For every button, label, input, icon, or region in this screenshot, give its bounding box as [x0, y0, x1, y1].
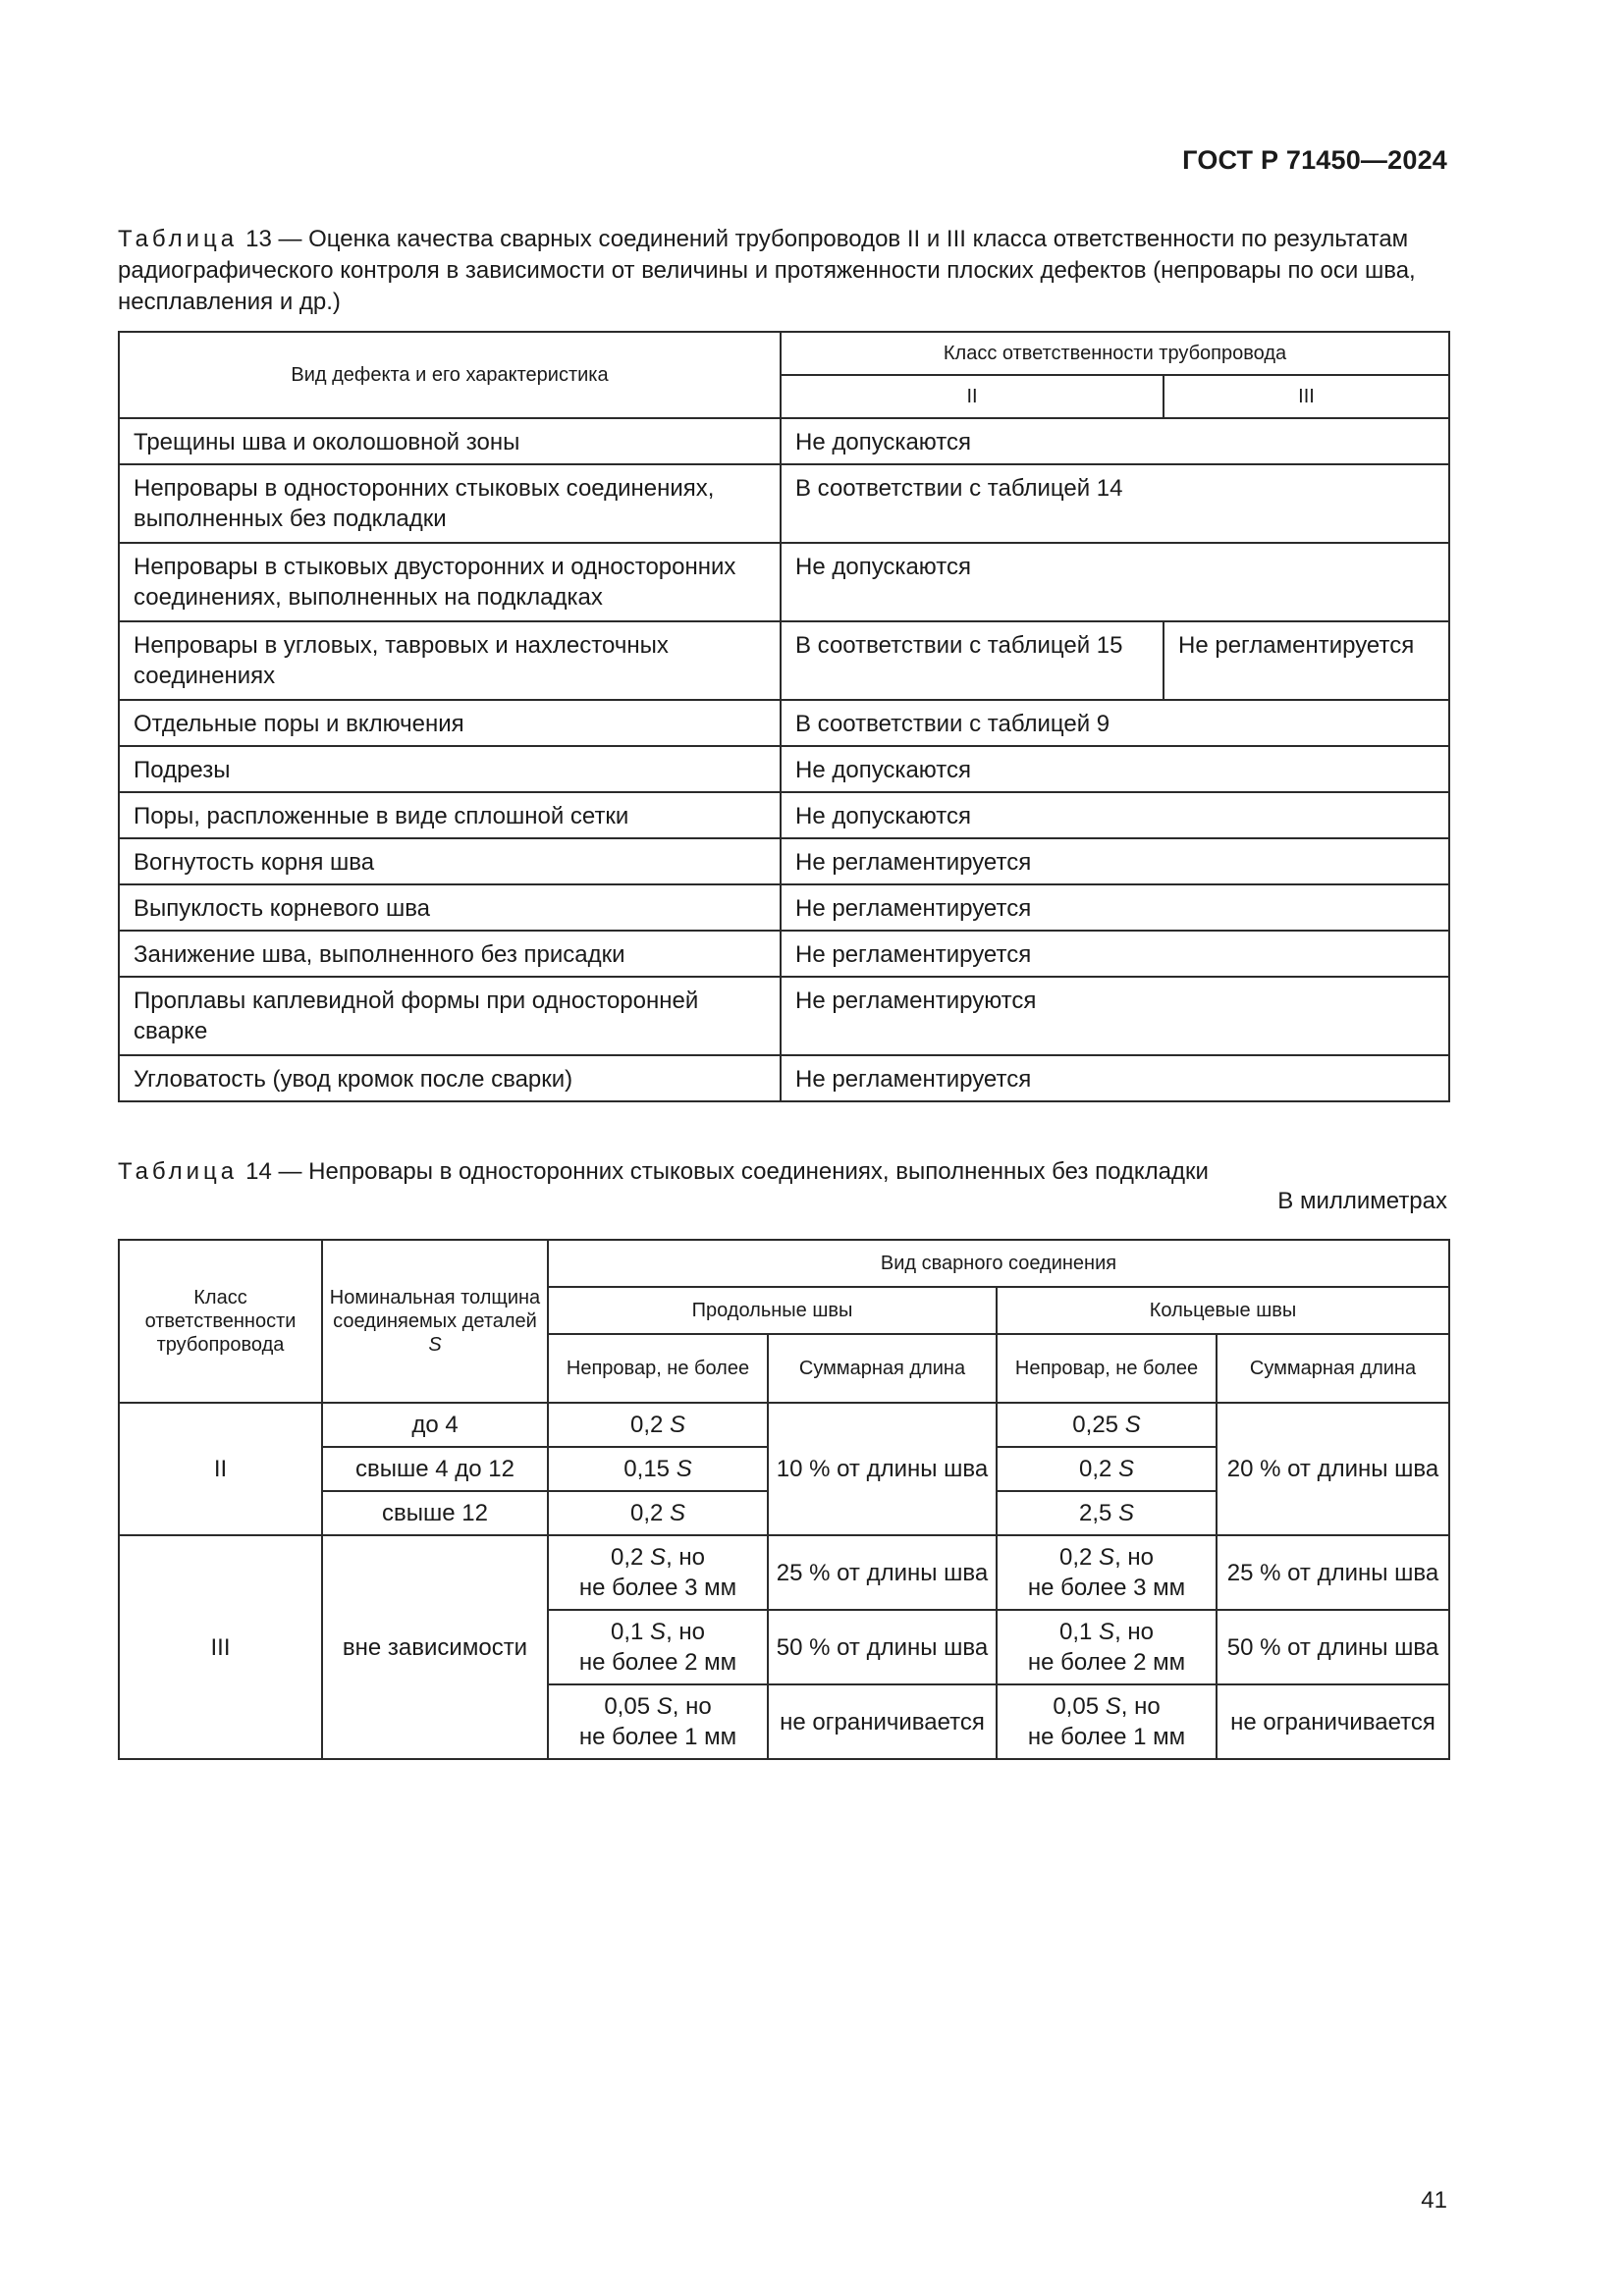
circ-lack-cell: 0,2 S, но не более 3 мм — [997, 1535, 1217, 1610]
table14 — [118, 1239, 1450, 1760]
table-row — [119, 621, 1449, 700]
lack-value: 0,2 — [629, 1500, 664, 1526]
table-row — [119, 931, 1449, 977]
table-row — [119, 746, 1449, 792]
value-cell: Не допускаются — [781, 792, 1449, 838]
table14-header-long-lack: Непровар, не более — [548, 1334, 768, 1403]
table-row — [119, 838, 1449, 884]
lack-limit: не более 2 мм — [1027, 1649, 1186, 1676]
long-total-cell: не ограничивается — [768, 1684, 997, 1759]
lack-limit: не более 2 мм — [578, 1649, 737, 1676]
lack-symbol: S — [1099, 1544, 1115, 1571]
class-cell: III — [119, 1535, 322, 1759]
value-cell: В соответствии с таблицей 14 — [781, 464, 1449, 543]
table14-header-longitudinal: Продольные швы — [548, 1287, 997, 1334]
circ-total-cell: 20 % от длины шва — [1217, 1403, 1449, 1535]
long-total-cell: 50 % от длины шва — [768, 1610, 997, 1684]
value-cell: В соответствии с таблицей 9 — [781, 700, 1449, 746]
value-cell: Не регламентируется — [781, 1055, 1449, 1101]
table13-header-class: Класс ответственности трубопровода — [781, 332, 1449, 375]
lack-value: 0,05 — [1053, 1693, 1100, 1720]
value-cell: Не регламентируются — [781, 977, 1449, 1055]
lack-symbol: S — [656, 1693, 673, 1720]
table14-header-circ-total: Суммарная длина — [1217, 1334, 1449, 1403]
table-row — [119, 700, 1449, 746]
defect-cell: Проплавы каплевидной формы при односторонней сварке — [119, 977, 781, 1055]
long-lack-cell: 0,1 S, но не более 2 мм — [548, 1610, 768, 1684]
thickness-cell: до 4 — [322, 1403, 548, 1447]
value-cell: Не допускаются — [781, 543, 1449, 621]
lack-symbol: S — [1118, 1456, 1135, 1482]
circ-lack-cell — [997, 1403, 1217, 1447]
long-lack-cell: 0,2 S, но не более 3 мм — [548, 1535, 768, 1610]
table14-caption-text: 14 — Непровары в односторонних стыковых соединениях, выполненных без подкладки — [245, 1158, 1209, 1185]
lack-value: 0,1 — [1059, 1619, 1093, 1645]
long-lack-cell — [548, 1447, 768, 1491]
lack-value: 0,2 — [1078, 1456, 1112, 1482]
circ-total-cell: 50 % от длины шва — [1217, 1610, 1449, 1684]
lack-value: 0,15 — [623, 1456, 671, 1482]
table14-header-thickness — [322, 1240, 548, 1403]
long-total-cell: 10 % от длины шва — [768, 1403, 997, 1535]
circ-total-cell: 25 % от длины шва — [1217, 1535, 1449, 1610]
thickness-header-text: Номинальная толщина соединяемых деталей — [329, 1287, 541, 1332]
defect-cell: Непровары в односторонних стыковых соединениях, выполненных без подкладки — [119, 464, 781, 543]
lack-symbol: S — [1118, 1500, 1135, 1526]
lack-symbol: S — [1105, 1693, 1121, 1720]
value-cell: Не регламентируется — [781, 884, 1449, 931]
lack-symbol: S — [670, 1412, 686, 1438]
thickness-cell: свыше 4 до 12 — [322, 1447, 548, 1491]
defect-cell: Угловатость (увод кромок после сварки) — [119, 1055, 781, 1101]
lack-limit: не более 3 мм — [578, 1575, 737, 1601]
defect-cell: Трещины шва и околошовной зоны — [119, 418, 781, 464]
table14-header-circular: Кольцевые швы — [997, 1287, 1449, 1334]
table14-header-joint-type: Вид сварного соединения — [548, 1240, 1449, 1287]
lack-value: 0,05 — [604, 1693, 651, 1720]
table-row — [119, 792, 1449, 838]
table14-header-circ-lack: Непровар, не более — [997, 1334, 1217, 1403]
thickness-cell: вне зависимости — [322, 1535, 548, 1759]
circ-lack-cell — [997, 1447, 1217, 1491]
lack-symbol: S — [670, 1500, 686, 1526]
class-cell: II — [119, 1403, 322, 1535]
table-row — [119, 1403, 1449, 1447]
long-lack-cell: 0,05 S, но не более 1 мм — [548, 1684, 768, 1759]
lack-symbol: S — [1124, 1412, 1141, 1438]
defect-cell: Непровары в стыковых двусторонних и односторонних соединениях, выполненных на подкладках — [119, 543, 781, 621]
lack-symbol: S — [650, 1544, 667, 1571]
table13-header-defect: Вид дефекта и его характеристика — [119, 332, 781, 418]
table14-header-long-total: Суммарная длина — [768, 1334, 997, 1403]
long-lack-cell — [548, 1403, 768, 1447]
table-row — [119, 543, 1449, 621]
table-row — [119, 977, 1449, 1055]
table-row — [119, 418, 1449, 464]
table-row — [119, 464, 1449, 543]
table13-header-class-ii: II — [781, 375, 1164, 418]
lack-value: 0,25 — [1072, 1412, 1119, 1438]
table14-header-class: Класс ответственности трубопровода — [119, 1240, 322, 1403]
table14-caption — [118, 1156, 1447, 1188]
lack-limit: не более 3 мм — [1027, 1575, 1186, 1601]
defect-cell: Непровары в угловых, тавровых и нахлесточных соединениях — [119, 621, 781, 700]
lack-limit: не более 1 мм — [578, 1724, 737, 1750]
document-code: ГОСТ Р 71450—2024 — [1182, 145, 1447, 175]
value-cell: Не регламентируется — [781, 931, 1449, 977]
value-cell-ii: В соответствии с таблицей 15 — [781, 621, 1164, 700]
long-lack-cell — [548, 1491, 768, 1535]
circ-total-cell: не ограничивается — [1217, 1684, 1449, 1759]
value-cell: Не допускаются — [781, 746, 1449, 792]
long-total-cell: 25 % от длины шва — [768, 1535, 997, 1610]
table13-caption-word: Таблица — [118, 226, 239, 252]
table14-units: В миллиметрах — [1277, 1188, 1447, 1214]
defect-cell: Отдельные поры и включения — [119, 700, 781, 746]
table-row — [119, 884, 1449, 931]
table13-header-class-iii: III — [1164, 375, 1449, 418]
table-row — [119, 1535, 1449, 1610]
lack-symbol: S — [1099, 1619, 1115, 1645]
defect-cell: Поры, распложенные в виде сплошной сетки — [119, 792, 781, 838]
lack-value: 0,1 — [611, 1619, 644, 1645]
page-number: 41 — [1421, 2187, 1447, 2214]
thickness-cell: свыше 12 — [322, 1491, 548, 1535]
table13-caption-text: 13 — Оценка качества сварных соединений трубопроводов II и III класса ответственности по результатам радиографического контроля в зависимости от величины и протяженности плоских дефектов (непровары по оси шва, несплавления и др.) — [118, 226, 1416, 315]
value-cell: Не допускаются — [781, 418, 1449, 464]
lack-value: 0,2 — [629, 1412, 664, 1438]
lack-symbol: S — [676, 1456, 692, 1482]
defect-cell: Занижение шва, выполненного без присадки — [119, 931, 781, 977]
thickness-symbol: S — [428, 1334, 442, 1356]
defect-cell: Вогнутость корня шва — [119, 838, 781, 884]
value-cell-iii: Не регламентируется — [1164, 621, 1449, 700]
table14-caption-word: Таблица — [118, 1158, 239, 1185]
lack-limit: не более 1 мм — [1027, 1724, 1186, 1750]
lack-value: 0,2 — [611, 1544, 644, 1571]
lack-value: 2,5 — [1078, 1500, 1112, 1526]
circ-lack-cell: 0,1 S, но не более 2 мм — [997, 1610, 1217, 1684]
table-row — [119, 1055, 1449, 1101]
defect-cell: Выпуклость корневого шва — [119, 884, 781, 931]
lack-value: 0,2 — [1059, 1544, 1093, 1571]
table13-caption — [118, 224, 1447, 318]
table13 — [118, 331, 1450, 1102]
value-cell: Не регламентируется — [781, 838, 1449, 884]
defect-cell: Подрезы — [119, 746, 781, 792]
circ-lack-cell — [997, 1491, 1217, 1535]
circ-lack-cell: 0,05 S, но не более 1 мм — [997, 1684, 1217, 1759]
lack-symbol: S — [650, 1619, 667, 1645]
